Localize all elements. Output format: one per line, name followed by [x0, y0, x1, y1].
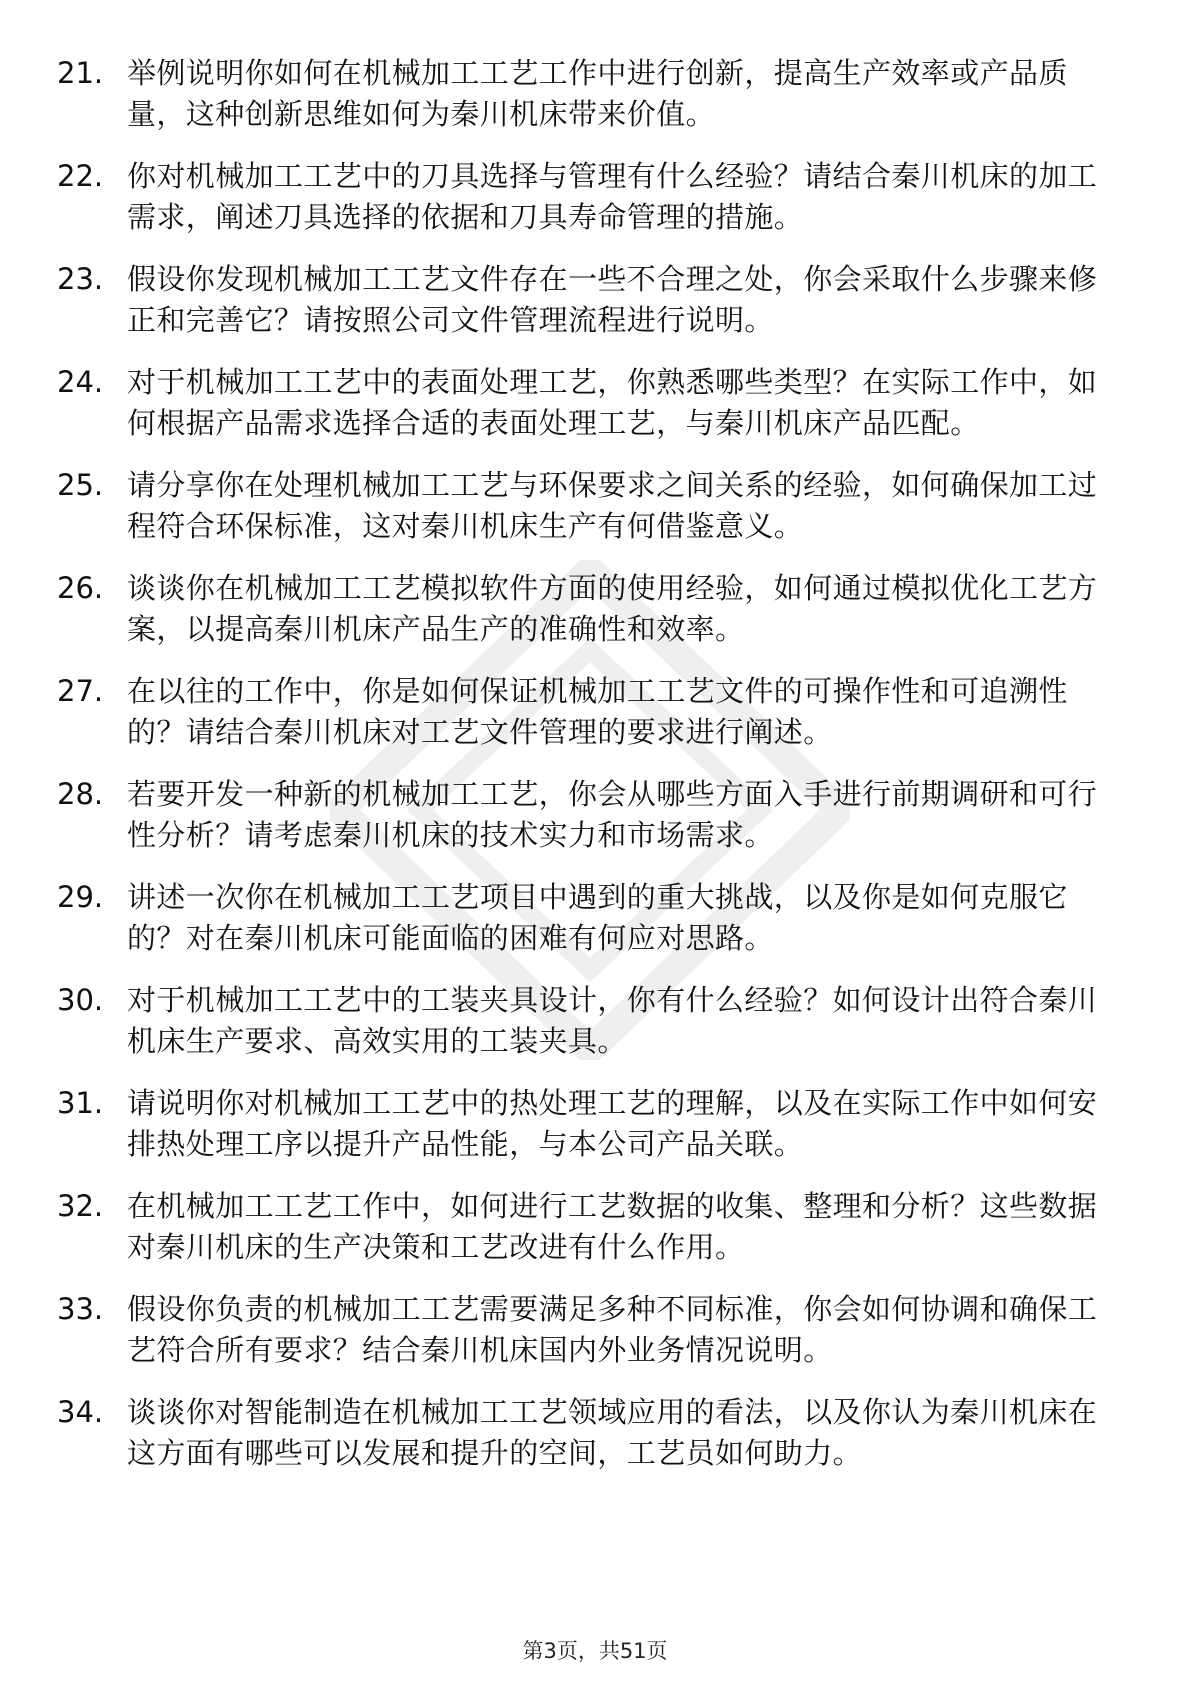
question-number: 31.	[57, 1086, 104, 1120]
question-number: 30.	[57, 983, 104, 1017]
question-text: 你对机械加工工艺中的刀具选择与管理有什么经验？请结合秦川机床的加工需求，阐述刀具选择的依据和刀具寿命管理的措施。	[127, 159, 1098, 234]
question-text: 假设你发现机械加工工艺文件存在一些不合理之处，你会采取什么步骤来修正和完善它？请按照公司文件管理流程进行说明。	[127, 262, 1098, 337]
question-text: 请说明你对机械加工工艺中的热处理工艺的理解，以及在实际工作中如何安排热处理工序以提升产品性能，与本公司产品关联。	[127, 1086, 1098, 1161]
list-item	[57, 1392, 1117, 1474]
list-item	[57, 53, 1117, 135]
question-number: 33.	[57, 1292, 104, 1326]
question-number: 21.	[57, 56, 104, 90]
question-number: 26.	[57, 571, 104, 605]
question-text: 对于机械加工工艺中的表面处理工艺，你熟悉哪些类型？在实际工作中，如何根据产品需求选择合适的表面处理工艺，与秦川机床产品匹配。	[127, 365, 1098, 440]
question-text: 在机械加工工艺工作中，如何进行工艺数据的收集、整理和分析？这些数据对秦川机床的生产决策和工艺改进有什么作用。	[127, 1189, 1098, 1264]
question-text: 谈谈你对智能制造在机械加工工艺领域应用的看法，以及你认为秦川机床在这方面有哪些可以发展和提升的空间，工艺员如何助力。	[127, 1395, 1098, 1470]
list-item	[57, 1083, 1117, 1165]
list-item	[57, 774, 1117, 856]
list-item	[57, 877, 1117, 959]
question-number: 29.	[57, 880, 104, 914]
question-number: 27.	[57, 674, 104, 708]
question-text: 举例说明你如何在机械加工工艺工作中进行创新，提高生产效率或产品质量，这种创新思维如何为秦川机床带来价值。	[127, 56, 1068, 131]
page-footer	[0, 1635, 1190, 1665]
list-item	[57, 1186, 1117, 1268]
list-item	[57, 465, 1117, 547]
question-text: 对于机械加工工艺中的工装夹具设计，你有什么经验？如何设计出符合秦川机床生产要求、高效实用的工装夹具。	[127, 983, 1098, 1058]
question-number: 23.	[57, 262, 104, 296]
question-text: 谈谈你在机械加工工艺模拟软件方面的使用经验，如何通过模拟优化工艺方案，以提高秦川机床产品生产的准确性和效率。	[127, 571, 1098, 646]
list-item	[57, 980, 1117, 1062]
question-text: 在以往的工作中，你是如何保证机械加工工艺文件的可操作性和可追溯性的？请结合秦川机床对工艺文件管理的要求进行阐述。	[127, 674, 1068, 749]
list-item	[57, 156, 1117, 238]
question-text: 讲述一次你在机械加工工艺项目中遇到的重大挑战，以及你是如何克服它的？对在秦川机床可能面临的困难有何应对思路。	[127, 880, 1068, 955]
list-item	[57, 671, 1117, 753]
question-text: 若要开发一种新的机械加工工艺，你会从哪些方面入手进行前期调研和可行性分析？请考虑秦川机床的技术实力和市场需求。	[127, 777, 1098, 852]
question-number: 22.	[57, 159, 104, 193]
list-item	[57, 1289, 1117, 1371]
question-number: 34.	[57, 1395, 104, 1429]
question-number: 24.	[57, 365, 104, 399]
page-number-label: 第3页，共51页	[522, 1639, 668, 1663]
question-number: 28.	[57, 777, 104, 811]
list-item	[57, 568, 1117, 650]
question-text: 请分享你在处理机械加工工艺与环保要求之间关系的经验，如何确保加工过程符合环保标准，这对秦川机床生产有何借鉴意义。	[127, 468, 1098, 543]
question-number: 25.	[57, 468, 104, 502]
question-text: 假设你负责的机械加工工艺需要满足多种不同标准，你会如何协调和确保工艺符合所有要求？结合秦川机床国内外业务情况说明。	[127, 1292, 1098, 1367]
list-item	[57, 259, 1117, 341]
question-list	[57, 53, 1117, 1495]
list-item	[57, 362, 1117, 444]
question-number: 32.	[57, 1189, 104, 1223]
